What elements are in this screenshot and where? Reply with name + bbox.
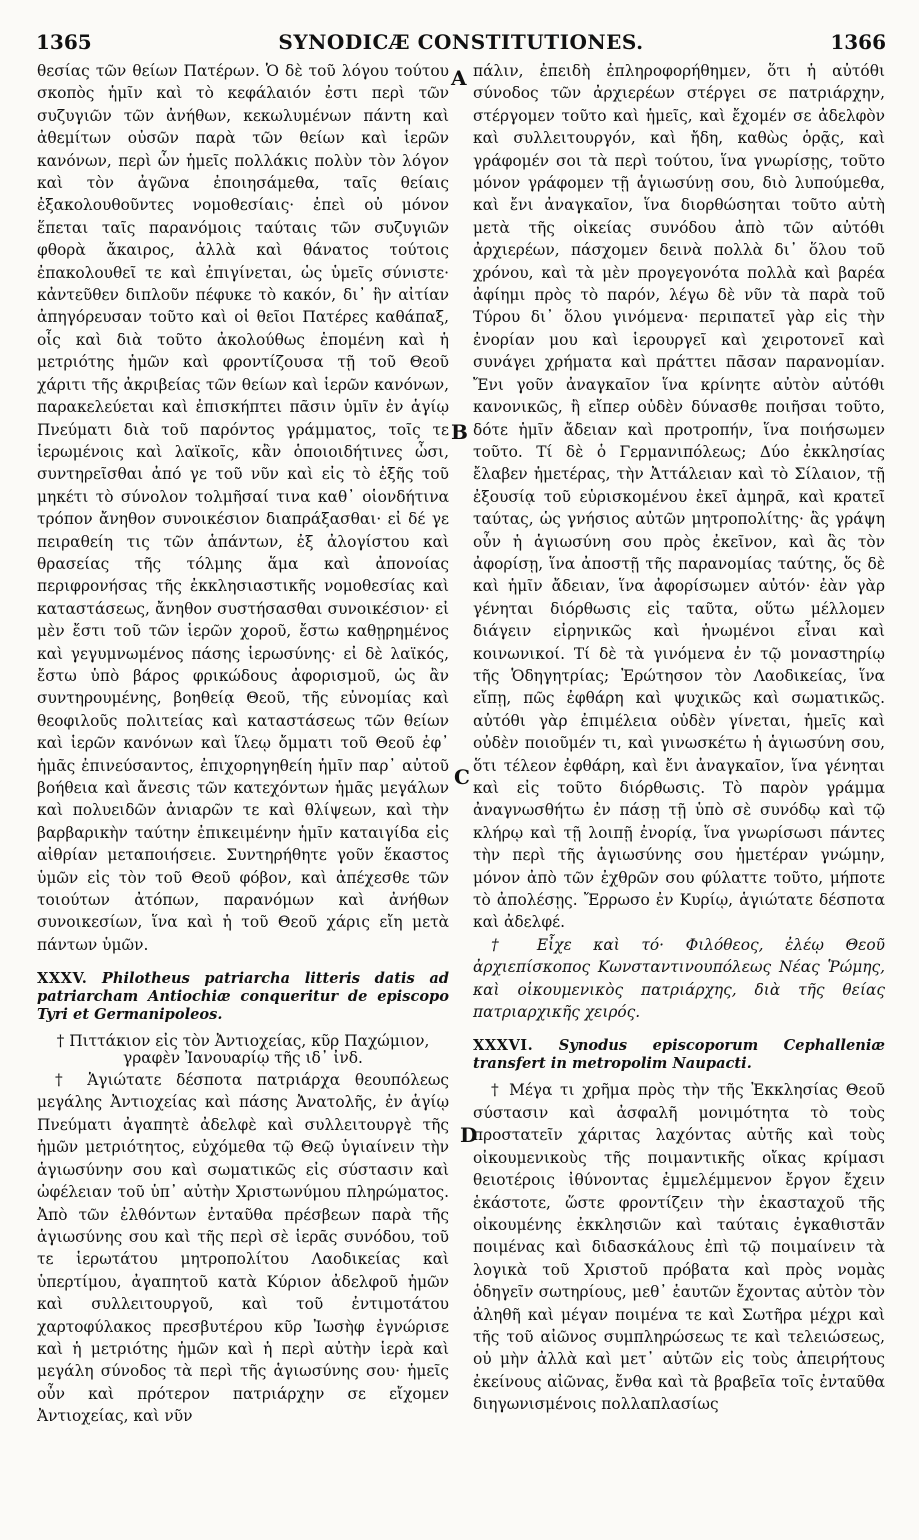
margin-letter-d: D bbox=[460, 1123, 478, 1147]
section-heading bbox=[37, 970, 449, 1024]
page-number-left: 1365 bbox=[36, 30, 92, 54]
letter-date: γραφὲν Ἰανουαρίῳ τῆς ιδ᾽ ἰνδ. bbox=[123, 1048, 363, 1067]
signature: † Εἶχε καὶ τό· Φιλόθεος, ἐλέῳ Θεοῦ ἀρχιεπίσκοπος Κωνσταντινουπόλεως Νέας Ῥώμης, καὶ οἰκουμενικὸς πατριάρχης, διὰ τῆς θείας πατριαρχικῆς χειρός. bbox=[473, 935, 885, 1022]
right-column bbox=[473, 60, 885, 1416]
section-title: Synodus episcoporum Cephalleniæ transfert in metropolim Naupacti. bbox=[473, 1037, 885, 1073]
section-title: Philotheus patriarcha litteris datis ad patriarcham Antiochiæ conqueritur de episcopo Tyri et Germanipoleos. bbox=[37, 970, 449, 1024]
paragraph: θεσίας τῶν θείων Πατέρων. Ὁ δὲ τοῦ λόγου τούτου σκοπὸς ἡμῖν καὶ τὸ κεφάλαιόν ἐστι περὶ τῶν συζυγιῶν τῶν ἀνήθων, κεκωλυμένων πάντη καὶ ἀθεμίτων οὐσῶν παρὰ τῶν θείων καὶ ἱερῶν κανόνων, περὶ ὧν ἡμεῖς πολλάκις πολὺν τὸν λόγον καὶ τὸν ἀγῶνα ἐποιησάμεθα, ταῖς θείαις ἐξακολουθοῦντες νομοθεσίαις· ἐπεὶ οὐ μόνον ἕπεται ταῖς παρανόμοις ταύταις τῶν συζυγιῶν φθορὰ ἄκαιρος, ἀλλὰ καὶ θάνατος τούτοις ἐπακολουθεῖ τε καὶ ἐπιγίνεται, ὡς ὑμεῖς σύνιστε· κἀντεῦθεν διπλοῦν πέφυκε τὸ κακόν, δι᾽ ἣν αἰτίαν ἀπηγόρευσαν τοῦτο καὶ οἱ θεῖοι Πατέρες καθάπαξ, οἷς καὶ διὰ τοῦτο ἀκολούθως ἑπομένη καὶ ἡ μετριότης ἡμῶν καὶ φροντίζουσα τῇ τοῦ Θεοῦ χάριτι τῆς ἀκριβείας τῶν θείων καὶ ἱερῶν κανόνων, παρακελεύεται καὶ ἐπισκήπτει πᾶσιν ὑμῖν ἐν ἁγίῳ Πνεύματι διὰ τοῦ παρόντος γράμματος, τοῖς τε ἱερωμένοις καὶ λαϊκοῖς, κἂν ὁποιοιδήτινες ὦσι, συντηρεῖσθαι ἀπό γε τοῦ νῦν καὶ εἰς τὸ ἑξῆς τοῦ μηκέτι τὸ σύνολον τολμῆσαί τινα καθ᾽ οἱονδήτινα τρόπον ἄνηθον συνοικέσιον διαπράξασθαι· εἰ δέ γε πειραθείη τις τῶν ἁπάντων, ἐξ ἀλογίστου καὶ θρασείας τῆς τόλμης ἅμα καὶ ἀπονοίας περιφρονήσας τῆς ἐκκλησιαστικῆς νομοθεσίας καὶ καταστάσεως, ἄνηθον συστήσασθαι συνοικέσιον· εἰ μὲν ἔστι τοῦ τῶν ἱερῶν χοροῦ, ἔστω καθῃρημένος καὶ γεγυμνωμένος πάσης ἱερωσύνης· εἰ δὲ λαϊκός, ἔστω ὑπὸ βάρος φρικώδους ἀφορισμοῦ, ὡς ἂν συντηρουμένης, βοηθείᾳ Θεοῦ, τῆς εὐνομίας καὶ θεοφιλοῦς πολιτείας καὶ καταστάσεως τῶν θείων καὶ ἱερῶν κανόνων καὶ ἵλεῳ ὄμματι τοῦ Θεοῦ ἐφ᾽ ἡμᾶς ἐπινεύσαντος, ἐπιχορηγηθείη ἡμῖν παρ᾽ αὐτοῦ βοήθεια καὶ ἄνεσις τῶν κατεχόντων ἡμᾶς μεγάλων καὶ πολυειδῶν ἀνιαρῶν τε καὶ θλίψεων, καὶ τὴν βαρβαρικὴν ταύτην ἐπικειμένην ἡμῖν καταιγίδα εἰς αἰθρίαν μεταποιήσειε. Συντηρήθητε γοῦν ἕκαστος ὑμῶν εἰς τὸν τοῦ Θεοῦ φόβον, καὶ ἀπέχεσθε τῶν τοιούτων ἀτόπων, παρανόμων καὶ ἀνήθων συνοικεσίων, ἵνα καὶ ἡ τοῦ Θεοῦ χάρις εἴη μετὰ πάντων ὑμῶν. bbox=[37, 62, 449, 954]
section-number: XXXVI. bbox=[473, 1037, 534, 1055]
paragraph: † Μέγα τι χρῆμα πρὸς τὴν τῆς Ἐκκλησίας Θεοῦ σύστασιν καὶ ἀσφαλῆ μονιμότητα τὸ τοὺς προστατεῖν χάριτας λαχόντας αὐτῆς καὶ τοὺς οἰκουμενικοὺς τῆς ποιμαντικῆς οἴκας κρίμασι θειοτέροις ἰθύνοντας ἐμμελέμμενον ἔργον ἔχειν ἑκάστοτε, ὥστε φροντίζειν τὴν ἑκασταχοῦ τῆς οἰκουμένης ἐκκλησιῶν καὶ ταύταις ἐγκαθιστᾶν ποιμένας καὶ διδασκάλους ἐπὶ τῷ ποιμαίνειν τὰ λογικὰ τοῦ Χριστοῦ πρόβατα καὶ πρὸς νομὰς ὁδηγεῖν σωτηρίους, μεθ᾽ ἑαυτῶν ἔχοντας αὐτὸν τὸν ἀληθῆ καὶ μέγαν ποιμένα τε καὶ Σωτῆρα μέχρι καὶ τῆς τοῦ αἰῶνος συμπληρώσεως τε καὶ τελειώσεως, οὐ μὴν ἀλλὰ καὶ μετ᾽ αὐτῶν εἰς τοὺς ἀπειρήτους ἐκείνους αἰῶνας, ἔνθα καὶ τὰ βραβεῖα τοῖς ἐνταῦθα διηγωνισμένοις πολλαπλασίως bbox=[473, 1081, 885, 1414]
margin-letter-c: C bbox=[454, 765, 470, 789]
margin-letter-a: A bbox=[451, 66, 467, 90]
letter-heading: † Πιττάκιον εἰς τὸν Ἀντιοχείας, κῦρ Παχώμιον, bbox=[56, 1032, 430, 1051]
running-title: SYNODICÆ CONSTITUTIONES. bbox=[278, 30, 644, 54]
page-header bbox=[36, 30, 886, 58]
page-number-right: 1366 bbox=[830, 30, 886, 54]
paragraph: † Ἁγιώτατε δέσποτα πατριάρχα θεουπόλεως μεγάλης Ἀντιοχείας καὶ πάσης Ἀνατολῆς, ἐν ἁγίῳ Πνεύματι ἀγαπητὲ ἀδελφὲ καὶ συλλειτουργὲ τῆς ἡμῶν μετριότητος, εὐχόμεθα τῷ Θεῷ ὑγιαίνειν τὴν ἁγιωσύνην σου καὶ σωματικῶς εἰς σύστασιν καὶ ὠφέλειαν τοῦ ὑπ᾽ αὐτὴν Χριστωνύμου πληρώματος. Ἀπὸ τῶν ἐλθόντων ἐνταῦθα πρέσβεων παρὰ τῆς ἁγιωσύνης σου καὶ τῆς περὶ σὲ ἱερᾶς συνόδου, τοῦ τε ἱερωτάτου μητροπολίτου Λαοδικείας καὶ ὑπερτίμου, ἀγαπητοῦ κατὰ Κύριον ἀδελφοῦ ἡμῶν καὶ συλλειτουργοῦ, καὶ τοῦ ἐντιμοτάτου χαρτοφύλακος πρεσβυτέρου κῦρ Ἰωσὴφ ἐγνώρισε καὶ ἡ μετριότης ἡμῶν καὶ ἡ περὶ αὐτὴν ἱερὰ καὶ μεγάλη σύνοδος τὰ περὶ τῆς ἁγιωσύνης σου· ἡμεῖς οὖν καὶ πρότερον πατριάρχην σε εἴχομεν Ἀντιοχείας, καὶ νῦν bbox=[37, 1071, 449, 1426]
section-number: XXXV. bbox=[37, 970, 88, 988]
paragraph: πάλιν, ἐπειδὴ ἐπληροφορήθημεν, ὅτι ἡ αὐτόθι σύνοδος τῶν ἀρχιερέων στέργει σε πατριάρχην, στέργομεν τοῦτο καὶ ἡμεῖς, καὶ ἔχομέν σε ἀδελφὸν καὶ συλλειτουργόν, καὶ ἤδη, καθὼς ὁρᾷς, καὶ γράφομέν σοι τὰ περὶ τούτου, ἵνα γνωρίσῃς, τοῦτο μόνον γράφομεν τῇ ἁγιωσύνῃ σου, διὸ λυπούμεθα, καὶ ἔνι ἀναγκαῖον, ἵνα διορθώσηται τοῦτο αὐτὴ μετὰ τῆς οἰκείας συνόδου ἀπὸ τῶν αὐτόθι ἀρχιερέων, πάσχομεν δεινὰ πολλὰ δι᾽ ὅλου τοῦ χρόνου, καὶ τὰ μὲν προγεγονότα πολλὰ καὶ βαρέα ἀφίημι πρὸς τὸ παρόν, λέγω δὲ νῦν τὰ παρὰ τοῦ Τύρου δι᾽ ὅλου γινόμενα· περιπατεῖ γὰρ εἰς τὴν ἐνορίαν μου καὶ ἱερουργεῖ καὶ χειροτονεῖ καὶ συνάγει χρήματα καὶ πράττει πᾶσαν παρανομίαν. Ἔνι γοῦν ἀναγκαῖον ἵνα κρίνητε αὐτὸν αὐτόθι κανονικῶς, ἢ εἴπερ οὐδὲν δύνασθε ποιῆσαι τοῦτο, δότε ἡμῖν ἄδειαν καὶ προτροπήν, ἵνα ποιήσωμεν τοῦτο. Τί δὲ ὁ Γερμανιπόλεως; Δύο ἐκκλησίας ἔλαβεν ἡμετέρας, τὴν Ἀττάλειαν καὶ τὸ Σίλαιον, τῇ ἐξουσίᾳ τοῦ εὑρισκομένου ἐκεῖ ἀμηρᾶ, καὶ κρατεῖ ταύτας, ὡς γνήσιος αὐτῶν μητροπολίτης· ἃς γράψη οὖν ἡ ἁγιωσύνη σου πρὸς ἐκεῖνον, καὶ ἃς τὸν ἀφορίσῃ, ἵνα ἀποστῇ τῆς παρανομίας ταύτης, ὅς δὲ καὶ ἡμῖν ἄδειαν, ἵνα ἀφορίσωμεν αὐτόν· ἐὰν γὰρ γένηται διόρθωσις εἰς ταῦτα, οὕτω μέλλομεν διάγειν εἰρηνικῶς καὶ ἡνωμένοι εἶναι καὶ κοινωνικοί. Τί δὲ τὰ γινόμενα ἐν τῷ μοναστηρίῳ τῆς Ὁδηγητρίας; Ἐρώτησον τὸν Λαοδικείας, ἵνα εἴπῃ, πῶς ἐφθάρη καὶ ψυχικῶς καὶ σωματικῶς. αὐτόθι γὰρ ἐπιμέλεια οὐδὲν γίνεται, ἡμεῖς καὶ οὐδὲν ποιοῦμέν τι, καὶ γινωσκέτω ἡ ἁγιωσύνη σου, ὅτι τέλεον ἐφθάρη, καὶ ἔνι ἀναγκαῖον, ἵνα γένηται καὶ εἰς τοῦτο διόρθωσις. Τὸ παρὸν γράμμα ἀναγνωσθήτω ἐν πάσῃ τῇ ὑπὸ σὲ συνόδῳ καὶ τῷ κλήρῳ καὶ τῇ λοιπῇ ἐνορίᾳ, ἵνα γνωρίσωσι πάντες τὴν περὶ τῆς ἁγιωσύνης σου ἡμετέραν γνώμην, μόνον ἀπὸ τῶν ἐχθρῶν σου φύλαττε τοῦτο, μήποτε τὸ ἀπολέσῃς. Ἔρρωσο ἐν Κυρίῳ, ἁγιώτατε δέσποτα καὶ ἀδελφέ. bbox=[473, 62, 885, 932]
section-heading bbox=[473, 1037, 885, 1073]
left-column bbox=[37, 60, 449, 1428]
margin-letter-b: B bbox=[451, 420, 468, 444]
